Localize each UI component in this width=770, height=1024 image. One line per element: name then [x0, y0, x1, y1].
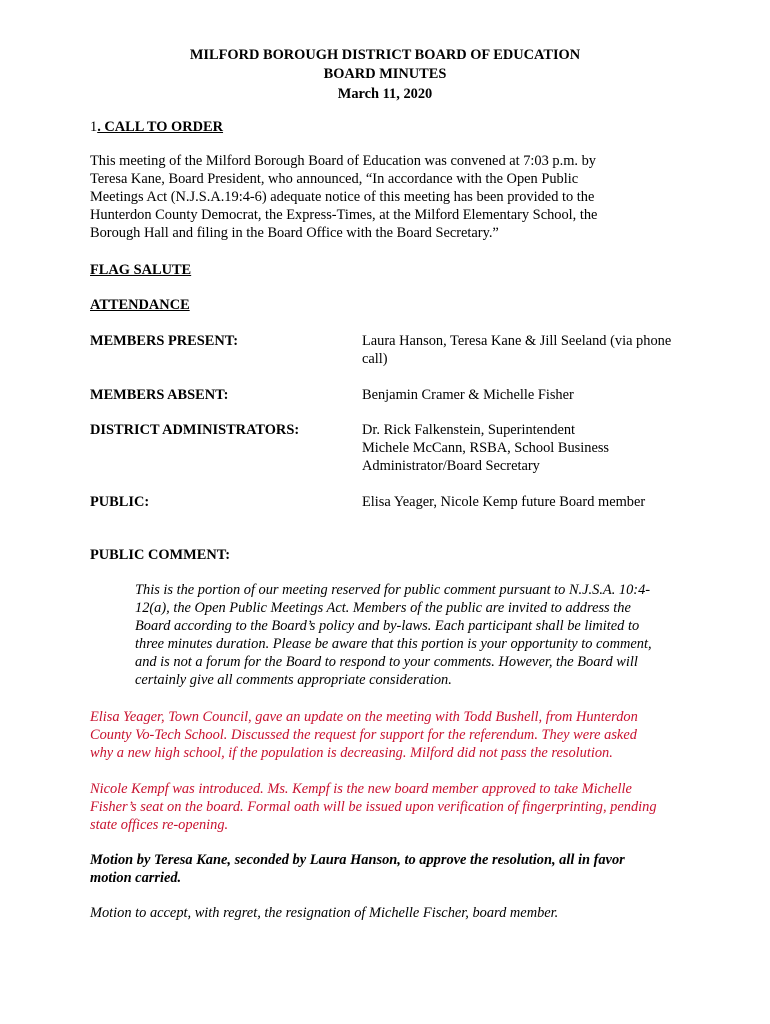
public-label: PUBLIC:	[90, 494, 150, 510]
public-comment-statement: This is the portion of our meeting reserved for public comment pursuant to N.J.S.A. 10:4- 12(a), the Open Public Meetings Act. Members of the public are invited to address the Board according to the Board’s policy and by-laws. Each participant shall be limited to three minutes duration. Please be aware that this portion is your opportunity to comment, and is not a forum for the Board to respond to your comments. However, the Board will certainly give all comments appropriate consideration.	[135, 582, 652, 688]
motion-approve-resolution: Motion by Teresa Kane, seconded by Laura Hanson, to approve the resolution, all in favor motion carried.	[90, 852, 625, 886]
motion-accept-resignation: Motion to accept, with regret, the resignation of Michelle Fischer, board member.	[90, 905, 559, 921]
district-administrators-label: DISTRICT ADMINISTRATORS:	[90, 422, 300, 438]
members-absent-value: Benjamin Cramer & Michelle Fisher	[362, 387, 574, 403]
section-title: . CALL TO ORDER	[97, 119, 224, 135]
call-to-order-body: This meeting of the Milford Borough Board of Education was convened at 7:03 p.m. by Teresa Kane, Board President, who announced, “In accordance with the Open Public Meetings Act (N.J.S.A.19:4-6) adequate notice of this meeting has been provided to the Hunterdon County Democrat, the Express-Times, at the Milford Elementary School, the Borough Hall and filing in the Board Office with the Board Secretary.”	[90, 153, 598, 241]
section-number: 1	[90, 119, 98, 135]
document-date: March 11, 2020	[337, 86, 433, 102]
call-to-order-heading	[90, 118, 223, 136]
document-subtitle: BOARD MINUTES	[323, 66, 447, 82]
district-administrators-value: Dr. Rick Falkenstein, Superintendent Michele McCann, RSBA, School Business Administrator/Board Secretary	[362, 422, 610, 474]
attendance-heading: ATTENDANCE	[90, 297, 190, 313]
members-present-label: MEMBERS PRESENT:	[90, 333, 239, 349]
public-comment-note-yeager: Elisa Yeager, Town Council, gave an update on the meeting with Todd Bushell, from Hunterdon County Vo-Tech School. Discussed the request for support for the referendum. They were asked why a new high school, if the population is decreasing. Milford did not pass the resolution.	[90, 709, 638, 761]
public-value: Elisa Yeager, Nicole Kemp future Board member	[362, 494, 646, 510]
public-comment-note-kempf: Nicole Kempf was introduced. Ms. Kempf is the new board member approved to take Michelle Fisher’s seat on the board. Formal oath will be issued upon verification of fingerprinting, pending state offices re-opening.	[90, 781, 657, 833]
members-absent-label: MEMBERS ABSENT:	[90, 387, 229, 403]
flag-salute-heading: FLAG SALUTE	[90, 262, 192, 278]
members-present-value: Laura Hanson, Teresa Kane & Jill Seeland (via phone call)	[362, 333, 672, 367]
public-comment-heading: PUBLIC COMMENT:	[90, 547, 231, 563]
document-title: MILFORD BOROUGH DISTRICT BOARD OF EDUCATION	[189, 47, 581, 63]
